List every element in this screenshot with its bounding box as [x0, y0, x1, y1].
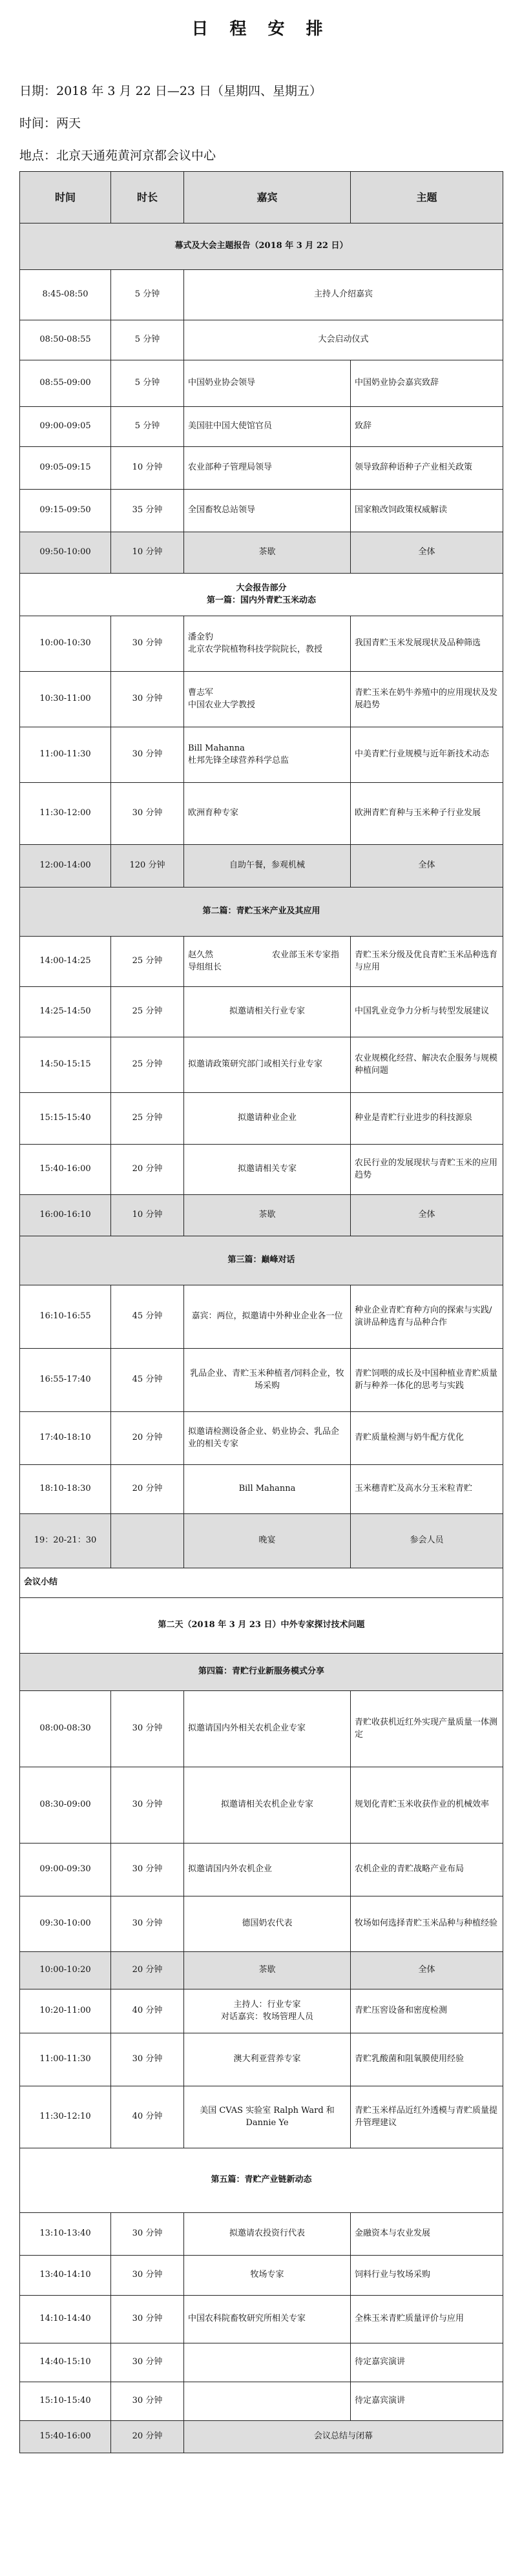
- cell-time: 15:10-15:40: [20, 2382, 111, 2421]
- cell-dur: 30 分钟: [111, 2213, 184, 2256]
- day2-heading: [20, 1598, 503, 1654]
- info-date: 日期：2018 年 3 月 22 日—23 日（星期四、星期五）: [19, 84, 322, 98]
- cell-dur: 30 分钟: [111, 1767, 184, 1844]
- cell-dur: 20 分钟: [111, 1952, 184, 1989]
- cell-guest: 拟邀请相关农机企业专家: [184, 1767, 351, 1844]
- cell-time: 17:40-18:10: [20, 1412, 111, 1465]
- cell-time: 14:10-14:40: [20, 2296, 111, 2343]
- cell-topic: 我国青贮玉米发展现状及品种筛选: [351, 616, 503, 672]
- cell-topic: 种业是青贮行业进步的科技源泉: [351, 1093, 503, 1145]
- cell-time: 16:10-16:55: [20, 1285, 111, 1349]
- cell-guest: Bill Mahanna 杜邦先锋全球营养科学总监: [184, 727, 351, 783]
- cell-topic: 青贮乳酸菌和阻氧膜使用经验: [351, 2033, 503, 2086]
- cell-guest: 主持人：行业专家 对话嘉宾：牧场管理人员: [184, 1989, 351, 2033]
- info-venue: 地点：北京天通苑黄河京都会议中心: [19, 149, 216, 163]
- cell-time: 11:30-12:00: [20, 783, 111, 845]
- cell-dur: 30 分钟: [111, 727, 184, 783]
- cell-time: 08:50-08:55: [20, 320, 111, 360]
- cell-topic: 农机企业的青贮战略产业布局: [351, 1844, 503, 1896]
- cell-time: 09:15-09:50: [20, 490, 111, 532]
- schedule-row: [20, 1691, 503, 1767]
- cell-guest: 晚宴: [184, 1514, 351, 1568]
- section-part3: [20, 1236, 503, 1285]
- cell-guest: 嘉宾：两位，拟邀请中外种业企业各一位: [184, 1285, 351, 1349]
- cell-guest: 美国驻中国大使馆官员: [184, 407, 351, 447]
- cell-time: 16:55-17:40: [20, 1349, 111, 1412]
- cell-topic: 全体: [351, 1195, 503, 1236]
- meeting-summary: [20, 1568, 503, 1598]
- cell-dur: 25 分钟: [111, 987, 184, 1037]
- cell-dur: 10 分钟: [111, 532, 184, 574]
- section-part4-label: 第四篇：青贮行业新服务模式分享: [20, 1654, 503, 1691]
- cell-guest: 欧洲育种专家: [184, 783, 351, 845]
- cell-guest: 拟邀请国内外相关农机企业专家: [184, 1691, 351, 1767]
- schedule-row: [20, 1465, 503, 1514]
- cell-span: 大会启动仪式: [184, 320, 503, 360]
- cell-dur: 5 分钟: [111, 270, 184, 320]
- schedule-row: [20, 1285, 503, 1349]
- schedule-row: [20, 1195, 503, 1236]
- section-opening-label: 幕式及大会主题报告（2018 年 3 月 22 日）: [20, 223, 503, 270]
- cell-dur: 30 分钟: [111, 1691, 184, 1767]
- cell-topic: 全体: [351, 1952, 503, 1989]
- schedule-row: [20, 407, 503, 447]
- cell-dur: 30 分钟: [111, 616, 184, 672]
- schedule-row: [20, 360, 503, 407]
- cell-topic: 致辞: [351, 407, 503, 447]
- cell-topic: 欧洲青贮育种与玉米种子行业发展: [351, 783, 503, 845]
- cell-guest: 拟邀请国内外农机企业: [184, 1844, 351, 1896]
- schedule-row: [20, 1952, 503, 1989]
- cell-dur: 45 分钟: [111, 1285, 184, 1349]
- cell-time: 08:30-09:00: [20, 1767, 111, 1844]
- page-title: 日 程 安 排: [191, 19, 331, 39]
- cell-dur: 10 分钟: [111, 447, 184, 490]
- cell-topic: 牧场如何选择青贮玉米品种与种植经验: [351, 1896, 503, 1952]
- cell-topic: 青贮玉米分级及优良青贮玉米品种选育与应用: [351, 937, 503, 987]
- schedule-row: [20, 2213, 503, 2256]
- schedule-row: [20, 672, 503, 727]
- cell-topic: 金融资本与农业发展: [351, 2213, 503, 2256]
- cell-topic: 饲料行业与牧场采购: [351, 2256, 503, 2296]
- cell-guest: 拟邀请检测设备企业、奶业协会、乳品企业的相关专家: [184, 1412, 351, 1465]
- cell-topic: 农民行业的发展现状与青贮玉米的应用趋势: [351, 1145, 503, 1195]
- cell-guest: 中国奶业协会领导: [184, 360, 351, 407]
- schedule-row: [20, 2296, 503, 2343]
- header-duration: 时长: [111, 172, 184, 223]
- cell-dur: 30 分钟: [111, 2343, 184, 2382]
- schedule-row: [20, 2343, 503, 2382]
- cell-time: 11:30-12:10: [20, 2086, 111, 2148]
- cell-guest: 牧场专家: [184, 2256, 351, 2296]
- cell-time: 10:00-10:20: [20, 1952, 111, 1989]
- schedule-row: [20, 532, 503, 574]
- cell-dur: [111, 1514, 184, 1568]
- cell-dur: 5 分钟: [111, 407, 184, 447]
- cell-topic: 农业规模化经营、解决农企服务与规模种植问题: [351, 1037, 503, 1093]
- section-report: [20, 574, 503, 616]
- cell-dur: 40 分钟: [111, 1989, 184, 2033]
- schedule-row: [20, 2256, 503, 2296]
- cell-time: 09:00-09:30: [20, 1844, 111, 1896]
- meeting-summary-label: 会议小结: [20, 1568, 503, 1598]
- cell-time: 19：20-21：30: [20, 1514, 111, 1568]
- section-part5: [20, 2148, 503, 2213]
- cell-topic: 玉米穗青贮及高水分玉米粒青贮: [351, 1465, 503, 1514]
- cell-time: 15:40-16:00: [20, 2421, 111, 2453]
- header-guest: 嘉宾: [184, 172, 351, 223]
- schedule-row: [20, 783, 503, 845]
- section-opening: [20, 223, 503, 270]
- cell-guest: [184, 2343, 351, 2382]
- section-part2-label: 第二篇：青贮玉米产业及其应用: [20, 888, 503, 937]
- report-heading: 大会报告部分: [236, 583, 287, 593]
- cell-dur: 20 分钟: [111, 1465, 184, 1514]
- cell-guest: 潘金豹 北京农学院植物科技学院院长，教授: [184, 616, 351, 672]
- cell-time: 10:30-11:00: [20, 672, 111, 727]
- cell-time: 13:40-14:10: [20, 2256, 111, 2296]
- cell-topic: 青贮玉米样品近红外透模与青贮质量提升管理建议: [351, 2086, 503, 2148]
- cell-dur: 10 分钟: [111, 1195, 184, 1236]
- schedule-row: [20, 987, 503, 1037]
- schedule-row: [20, 447, 503, 490]
- cell-guest: 全国畜牧总站领导: [184, 490, 351, 532]
- cell-dur: 5 分钟: [111, 360, 184, 407]
- schedule-row: [20, 845, 503, 888]
- cell-guest: 茶歇: [184, 532, 351, 574]
- cell-time: 08:55-09:00: [20, 360, 111, 407]
- schedule-row: [20, 490, 503, 532]
- cell-guest: 中国农科院畜牧研究所相关专家: [184, 2296, 351, 2343]
- schedule-row: [20, 1514, 503, 1568]
- schedule-row: [20, 2033, 503, 2086]
- cell-time: 12:00-14:00: [20, 845, 111, 888]
- cell-guest: 赵久然 农业部玉米专家指导组组长: [184, 937, 351, 987]
- cell-span: 会议总结与闭幕: [184, 2421, 503, 2453]
- cell-guest: 拟邀请政策研究部门或相关行业专家: [184, 1037, 351, 1093]
- schedule-row: [20, 1145, 503, 1195]
- cell-guest: 拟邀请相关专家: [184, 1145, 351, 1195]
- table-header: [20, 172, 503, 223]
- section-part2: [20, 888, 503, 937]
- cell-time: 18:10-18:30: [20, 1465, 111, 1514]
- cell-dur: 5 分钟: [111, 320, 184, 360]
- cell-guest: 澳大利亚营养专家: [184, 2033, 351, 2086]
- section-part3-label: 第三篇：巅峰对话: [20, 1236, 503, 1285]
- cell-dur: 25 分钟: [111, 937, 184, 987]
- cell-topic: 待定嘉宾演讲: [351, 2343, 503, 2382]
- cell-dur: 120 分钟: [111, 845, 184, 888]
- schedule-row: [20, 937, 503, 987]
- cell-topic: 青贮饲喂的成长及中国种植业青贮质量新与种养一体化的思考与实践: [351, 1349, 503, 1412]
- schedule-body: [20, 172, 503, 2453]
- schedule-row: [20, 1412, 503, 1465]
- cell-topic: 种业企业青贮育种方向的探索与实践/演讲品种选育与品种合作: [351, 1285, 503, 1349]
- schedule-row: [20, 270, 503, 320]
- cell-guest: 德国奶农代表: [184, 1896, 351, 1952]
- cell-guest: 拟邀请农投资行代表: [184, 2213, 351, 2256]
- cell-dur: 45 分钟: [111, 1349, 184, 1412]
- info-duration: 时间：两天: [19, 116, 81, 130]
- cell-time: 14:25-14:50: [20, 987, 111, 1037]
- schedule-row: [20, 1844, 503, 1896]
- cell-dur: 40 分钟: [111, 2086, 184, 2148]
- cell-dur: 20 分钟: [111, 1145, 184, 1195]
- cell-guest: 乳品企业、青贮玉米种植者/饲料企业，牧场采购: [184, 1349, 351, 1412]
- schedule-row: [20, 1093, 503, 1145]
- cell-time: 15:40-16:00: [20, 1145, 111, 1195]
- schedule-table: [19, 171, 503, 2453]
- schedule-row: [20, 1349, 503, 1412]
- cell-time: 14:40-15:10: [20, 2343, 111, 2382]
- cell-guest: Bill Mahanna: [184, 1465, 351, 1514]
- cell-time: 14:50-15:15: [20, 1037, 111, 1093]
- cell-time: 09:05-09:15: [20, 447, 111, 490]
- header-topic: 主题: [351, 172, 503, 223]
- cell-time: 13:10-13:40: [20, 2213, 111, 2256]
- schedule-row: [20, 1767, 503, 1844]
- cell-topic: 青贮玉米在奶牛养殖中的应用现状及发展趋势: [351, 672, 503, 727]
- cell-time: 11:00-11:30: [20, 727, 111, 783]
- schedule-row: [20, 320, 503, 360]
- day2-heading-label: 第二天（2018 年 3 月 23 日）中外专家探讨技术问题: [20, 1598, 503, 1654]
- schedule-row: [20, 2086, 503, 2148]
- cell-dur: 25 分钟: [111, 1093, 184, 1145]
- cell-topic: 中国奶业协会嘉宾致辞: [351, 360, 503, 407]
- schedule-row: [20, 2421, 503, 2453]
- cell-dur: 30 分钟: [111, 2382, 184, 2421]
- cell-topic: 青贮压窖设备和密度检测: [351, 1989, 503, 2033]
- cell-guest: [184, 2382, 351, 2421]
- cell-guest: 美国 CVAS 实验室 Ralph Ward 和 Dannie Ye: [184, 2086, 351, 2148]
- cell-time: 09:00-09:05: [20, 407, 111, 447]
- cell-dur: 30 分钟: [111, 1896, 184, 1952]
- cell-topic: 规划化青贮玉米收获作业的机械效率: [351, 1767, 503, 1844]
- cell-topic: 全体: [351, 532, 503, 574]
- cell-time: 09:50-10:00: [20, 532, 111, 574]
- cell-time: 14:00-14:25: [20, 937, 111, 987]
- cell-topic: 全体: [351, 845, 503, 888]
- cell-topic: 青贮收获机近红外实现产量质量一体测定: [351, 1691, 503, 1767]
- cell-time: 11:00-11:30: [20, 2033, 111, 2086]
- cell-dur: 30 分钟: [111, 783, 184, 845]
- cell-topic: 国家粮改饲政策权威解读: [351, 490, 503, 532]
- cell-dur: 20 分钟: [111, 2421, 184, 2453]
- cell-time: 10:00-10:30: [20, 616, 111, 672]
- cell-time: 15:15-15:40: [20, 1093, 111, 1145]
- section-part4: [20, 1654, 503, 1691]
- cell-dur: 30 分钟: [111, 672, 184, 727]
- cell-guest: 曹志军 中国农业大学教授: [184, 672, 351, 727]
- schedule-row: [20, 1896, 503, 1952]
- cell-dur: 30 分钟: [111, 2033, 184, 2086]
- cell-time: 10:20-11:00: [20, 1989, 111, 2033]
- cell-time: 09:30-10:00: [20, 1896, 111, 1952]
- schedule-row: [20, 727, 503, 783]
- cell-guest: 拟邀请相关行业专家: [184, 987, 351, 1037]
- section-report-label: [20, 574, 503, 616]
- cell-guest: 拟邀请种业企业: [184, 1093, 351, 1145]
- cell-time: 16:00-16:10: [20, 1195, 111, 1236]
- cell-topic: 青贮质量检测与奶牛配方优化: [351, 1412, 503, 1465]
- cell-topic: 中美青贮行业规模与近年新技术动态: [351, 727, 503, 783]
- cell-dur: 20 分钟: [111, 1412, 184, 1465]
- cell-dur: 30 分钟: [111, 2296, 184, 2343]
- cell-topic: 待定嘉宾演讲: [351, 2382, 503, 2421]
- cell-guest: 茶歇: [184, 1195, 351, 1236]
- header-time: 时间: [20, 172, 111, 223]
- section-part5-label: 第五篇：青贮产业链新动态: [20, 2148, 503, 2213]
- cell-time: 08:00-08:30: [20, 1691, 111, 1767]
- cell-dur: 25 分钟: [111, 1037, 184, 1093]
- cell-guest: 茶歇: [184, 1952, 351, 1989]
- cell-span: 主持人介绍嘉宾: [184, 270, 503, 320]
- cell-topic: 全株玉米青贮质量评价与应用: [351, 2296, 503, 2343]
- cell-topic: 中国乳业竞争力分析与转型发展建议: [351, 987, 503, 1037]
- cell-guest: 农业部种子管理局领导: [184, 447, 351, 490]
- cell-guest: 自助午餐，参观机械: [184, 845, 351, 888]
- cell-dur: 30 分钟: [111, 1844, 184, 1896]
- schedule-row: [20, 1037, 503, 1093]
- part1-heading: 第一篇：国内外青贮玉米动态: [206, 595, 316, 605]
- cell-dur: 35 分钟: [111, 490, 184, 532]
- cell-topic: 参会人员: [351, 1514, 503, 1568]
- schedule-row: [20, 2382, 503, 2421]
- cell-time: 8:45-08:50: [20, 270, 111, 320]
- cell-dur: 30 分钟: [111, 2256, 184, 2296]
- schedule-row: [20, 1989, 503, 2033]
- cell-topic: 领导致辞种语种子产业相关政策: [351, 447, 503, 490]
- schedule-row: [20, 616, 503, 672]
